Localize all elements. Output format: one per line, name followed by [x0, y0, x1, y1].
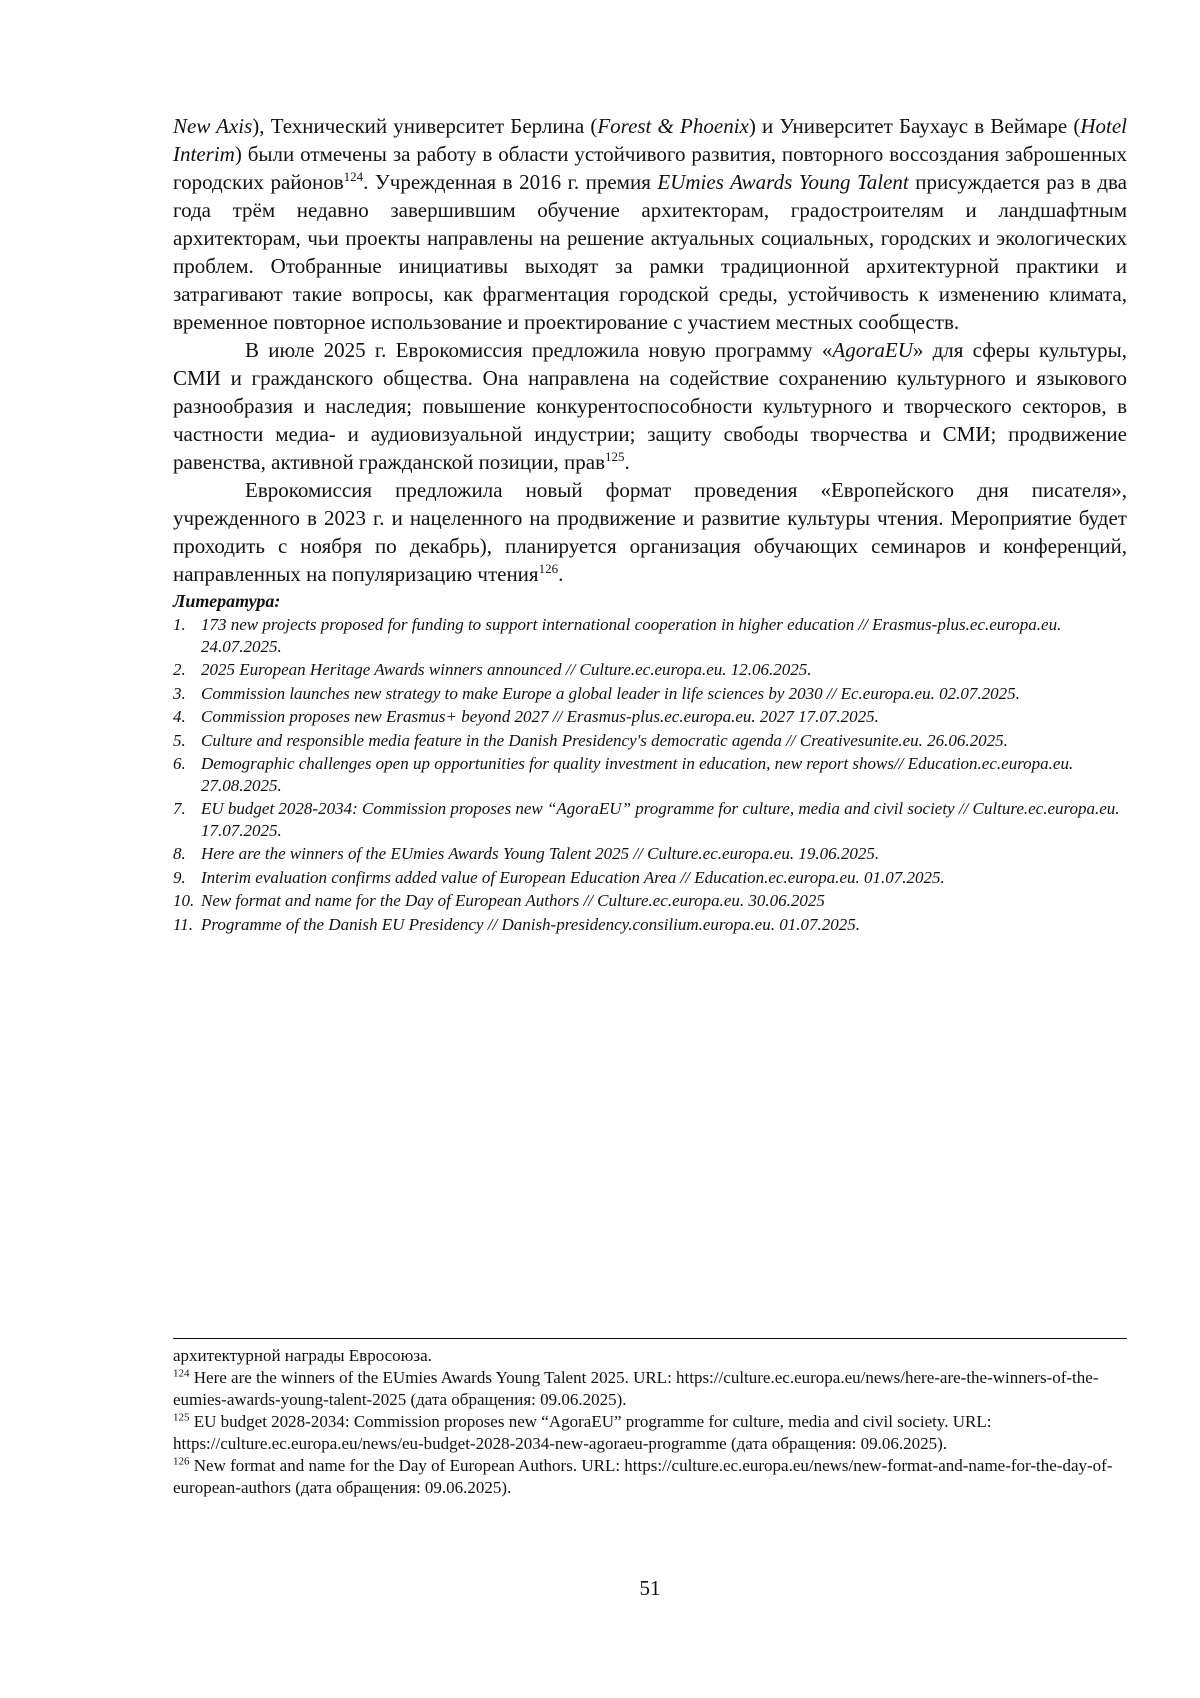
item-text: 173 new projects proposed for funding to support international cooperation in higher education // Erasmus-plus.ec.europa.eu. 24.07.2025.	[201, 615, 1062, 656]
literature-heading: Литература:	[173, 591, 281, 611]
item-text: Commission proposes new Erasmus+ beyond 2027 // Erasmus-plus.ec.europa.eu. 2027 17.07.2025.	[201, 707, 879, 726]
literature-item	[173, 867, 1127, 889]
footnote-continuation: архитектурной награды Евросоюза.	[173, 1346, 432, 1365]
footnote-text: Here are the winners of the EUmies Awards Young Talent 2025. URL: https://culture.ec.europa.eu/news/here-are-the-winners-of-the-eumies-awards-young-talent-2025 (дата обращения: 09.06.2025).	[173, 1368, 1099, 1409]
item-text: Commission launches new strategy to make Europe a global leader in life sciences by 2030 // Ec.europa.eu. 02.07.2025.	[201, 683, 1020, 703]
footnote-126	[173, 1455, 1127, 1499]
item-text: EU budget 2028-2034: Commission proposes new “AgoraEU” programme for culture, media and civil society // Culture.ec.europa.eu. 17.07.2025.	[201, 799, 1120, 840]
text-span: присуждается раз в два года трём недавно завершившим обучение архитекторам, градостроителям и ландшафтным архитекторам, чьи проекты направлены на решение актуальных социальных, городских и экологических проблем. Отобранные инициативы выходят за рамки традиционной архитектурной практики и затрагивают такие вопросы, как фрагментация городской среды, устойчивость к изменению климата, временное повторное использование и проектирование с участием местных сообществ.	[173, 170, 1128, 334]
item-number: 11.	[173, 914, 193, 934]
footnote-divider	[173, 1338, 1127, 1339]
footnote-text: New format and name for the Day of European Authors. URL: https://culture.ec.europa.eu/news/new-format-and-name-for-the-day-of-european-authors (дата обращения: 09.06.2025).	[173, 1456, 1113, 1497]
footnote-ref-125[interactable]: 125	[605, 449, 625, 464]
literature-item	[173, 914, 1127, 936]
item-number: 7.	[173, 799, 186, 818]
item-number: 4.	[173, 707, 186, 726]
item-number: 1.	[173, 615, 186, 634]
text-span: EUmies Awards Young Talent	[657, 170, 909, 194]
footnote-number: 125	[173, 1411, 190, 1424]
item-number: 8.	[173, 844, 186, 863]
text-span: . Учрежденная в 2016 г. премия	[363, 170, 658, 194]
footnotes	[173, 1345, 1127, 1499]
footnote-ref-124[interactable]: 124	[343, 169, 364, 184]
literature-item	[173, 843, 1127, 865]
text-span: AgoraEU	[832, 338, 913, 362]
text-span: New Axis	[173, 114, 253, 138]
footnote-text: EU budget 2028-2034: Commission proposes new “AgoraEU” programme for culture, media and civil society. URL: https://culture.ec.europa.eu/news/eu-budget-2028-2034-new-agoraeu-programme (дата обращения: 09.06.2025).	[173, 1412, 992, 1453]
literature-item	[173, 730, 1127, 752]
literature-item	[173, 683, 1127, 705]
paragraph-1	[173, 112, 1127, 336]
item-text: Interim evaluation confirms added value of European Education Area // Education.ec.europa.eu. 01.07.2025.	[201, 867, 945, 887]
footnote-124	[173, 1367, 1127, 1411]
item-number: 2.	[173, 660, 186, 679]
item-text: Programme of the Danish EU Presidency // Danish-presidency.consilium.europa.eu. 01.07.2025.	[201, 914, 860, 934]
item-number: 3.	[173, 683, 186, 703]
item-number: 9.	[173, 867, 186, 887]
item-text: 2025 European Heritage Awards winners announced // Culture.ec.europa.eu. 12.06.2025.	[201, 660, 812, 679]
item-text: Culture and responsible media feature in the Danish Presidency's democratic agenda // Creativesunite.eu. 26.06.2025.	[201, 730, 1008, 750]
footnote-number: 124	[173, 1367, 190, 1380]
text-span: Еврокомиссия предложила новый формат проведения «Европейского дня писателя», учрежденного в 2023 г. и нацеленного на продвижение и развитие культуры чтения. Мероприятие будет проходить с ноября по декабрь), планируется организация обучающих семинаров и конференций, направленных на популяризацию чтения	[173, 478, 1127, 586]
text-span: .	[558, 562, 564, 586]
paragraph-3	[173, 476, 1127, 588]
text-span: Hotel Interim	[173, 114, 1127, 166]
literature-item	[173, 659, 1127, 681]
text-span: ) были отмечены за работу в области устойчивого развития, повторного воссоздания заброшенных городских районов	[173, 142, 1127, 194]
page-number: 51	[639, 1576, 661, 1600]
literature-item	[173, 753, 1127, 796]
literature-item	[173, 798, 1127, 841]
literature-item	[173, 706, 1127, 728]
item-text: Demographic challenges open up opportunities for quality investment in education, new report shows// Education.ec.europa.eu. 27.08.2025.	[201, 754, 1074, 795]
text-span: ), Технический университет Берлина (	[252, 114, 598, 138]
footnote-125	[173, 1411, 1127, 1455]
literature-item	[173, 614, 1127, 657]
item-text: Here are the winners of the EUmies Awards Young Talent 2025 // Culture.ec.europa.eu. 19.06.2025.	[201, 844, 880, 863]
literature-list	[173, 614, 1127, 935]
paragraph-2	[173, 336, 1127, 476]
text-span: ) и Университет Баухаус в Веймаре (	[748, 114, 1081, 138]
main-text	[173, 112, 1127, 937]
literature-item	[173, 890, 1127, 912]
item-text: New format and name for the Day of European Authors // Culture.ec.europa.eu. 30.06.2025	[201, 891, 825, 910]
footnote-number: 126	[173, 1455, 190, 1468]
text-span: » для сферы культуры, СМИ и гражданского общества. Она направлена на содействие сохранению культурного и языкового разнообразия и наследия; повышение конкурентоспособности культурного и творческого секторов, в частности медиа- и аудиовизуальной индустрии; защиту свободы творчества и СМИ; продвижение равенства, активной гражданской позиции, прав	[173, 338, 1127, 474]
item-number: 10.	[173, 891, 195, 910]
text-span: В июле 2025 г. Еврокомиссия предложила новую программу «	[245, 338, 833, 362]
footnote-ref-126[interactable]: 126	[538, 561, 559, 576]
item-number: 6.	[173, 754, 186, 773]
text-span: Forest & Phoenix	[597, 114, 749, 138]
item-number: 5.	[173, 730, 186, 750]
text-span: .	[624, 450, 630, 474]
